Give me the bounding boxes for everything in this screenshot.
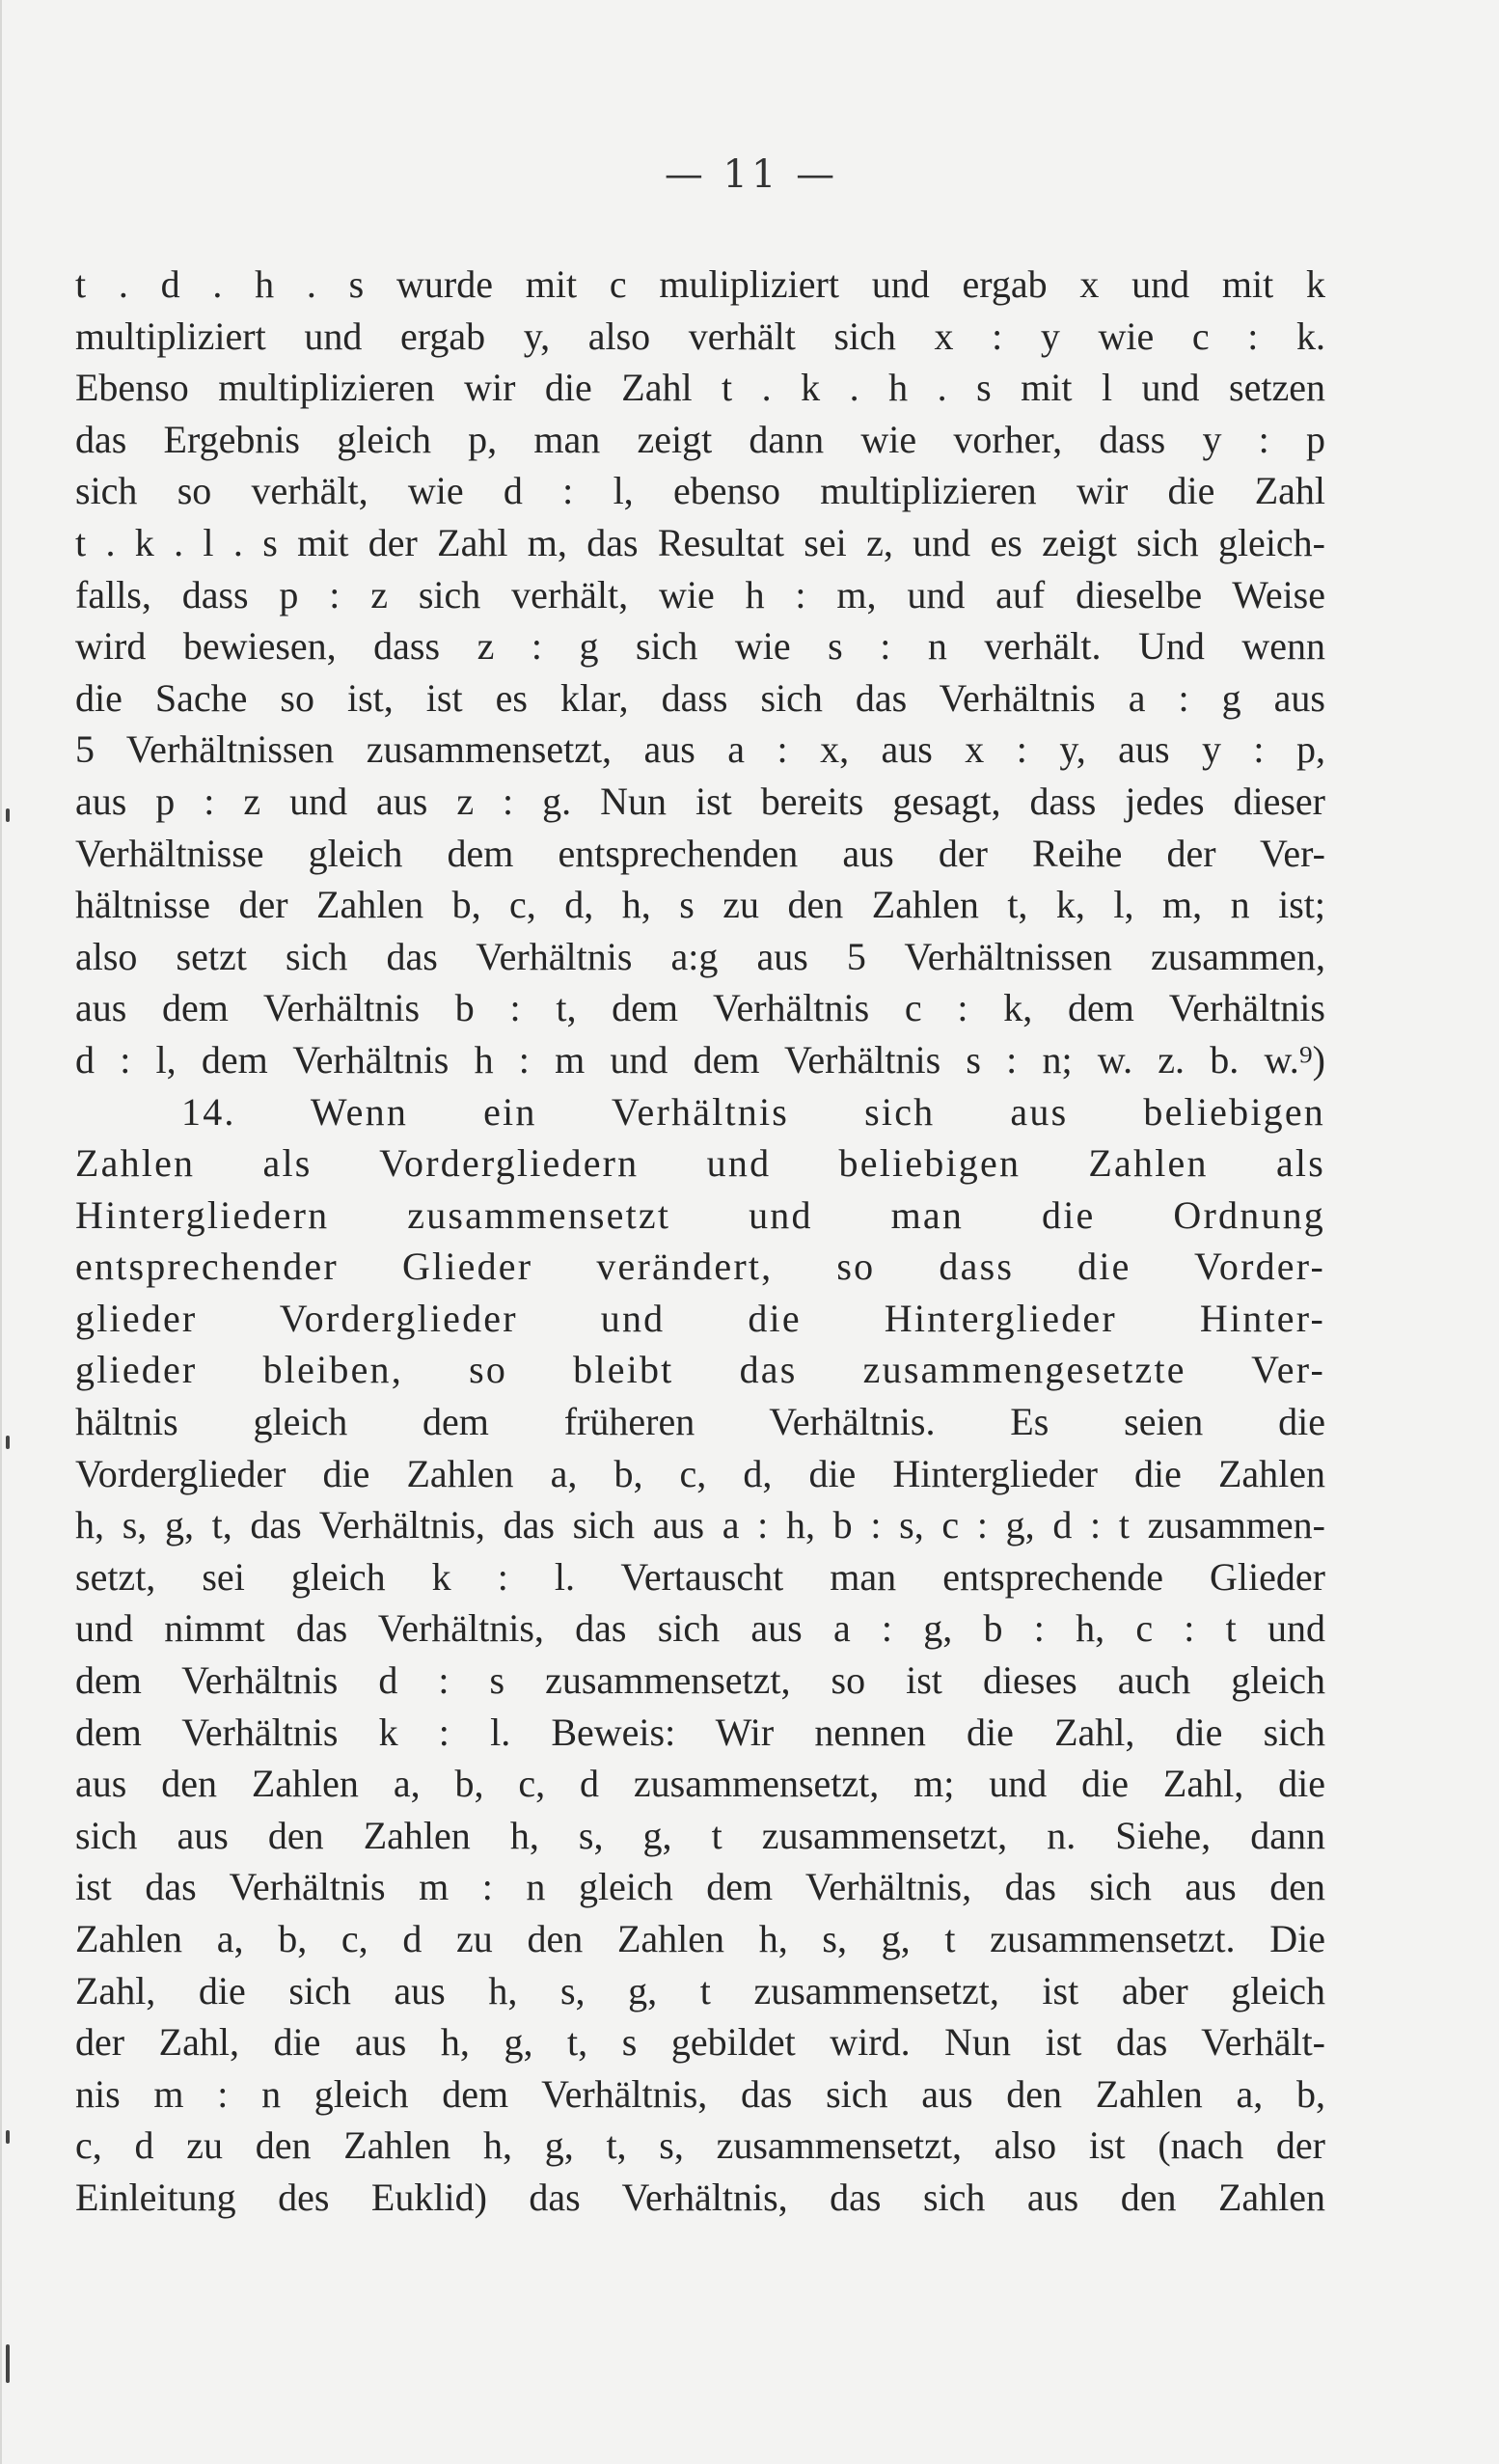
text-line: wird bewiesen, dass z : g sich wie s : n verhält. Und wenn xyxy=(75,624,1325,669)
text-line: c, d zu den Zahlen h, g, t, s, zusammensetzt, also ist (nach der xyxy=(75,2123,1325,2168)
text-line: dem Verhältnis d : s zusammensetzt, so ist dieses auch gleich xyxy=(75,1658,1325,1703)
text-line: 5 Verhältnissen zusammensetzt, aus a : x, aus x : y, aus y : p, xyxy=(75,727,1325,772)
text-line: der Zahl, die aus h, g, t, s gebildet wird. Nun ist das Verhält- xyxy=(75,2020,1325,2065)
margin-mark xyxy=(6,1436,10,1449)
text-line: Vorderglieder die Zahlen a, b, c, d, die Hinterglieder die Zahlen xyxy=(75,1451,1325,1495)
text-line: h, s, g, t, das Verhältnis, das sich aus a : h, b : s, c : g, d : t zusammen- xyxy=(75,1503,1325,1547)
text-line: aus dem Verhältnis b : t, dem Verhältnis c : k, dem Verhältnis xyxy=(75,986,1325,1030)
text-line: aus p : z und aus z : g. Nun ist bereits gesagt, dass jedes dieser xyxy=(75,779,1325,823)
text-line: setzt, sei gleich k : l. Vertauscht man entsprechende Glieder xyxy=(75,1554,1325,1599)
text-line: Verhältnisse gleich dem entsprechenden aus der Reihe der Ver- xyxy=(75,831,1325,875)
text-line: Einleitung des Euklid) das Verhältnis, das sich aus den Zahlen xyxy=(75,2175,1325,2219)
text-line: die Sache so ist, ist es klar, dass sich das Verhältnis a : g aus xyxy=(75,675,1325,720)
text-line: t . k . l . s mit der Zahl m, das Resultat sei z, und es zeigt sich gleich- xyxy=(75,520,1325,564)
text-line: d : l, dem Verhältnis h : m und dem Verhältnis s : n; w. z. b. w.⁹) xyxy=(75,1037,1325,1081)
text-line: Hintergliedern zusammensetzt und man die Ordnung xyxy=(75,1192,1325,1237)
page-number: — 11 — xyxy=(664,152,839,197)
margin-mark xyxy=(6,808,10,822)
text-line: also setzt sich das Verhältnis a:g aus 5 Verhältnissen zusammen, xyxy=(75,934,1325,978)
text-line: t . d . h . s wurde mit c mulipliziert und ergab x und mit k xyxy=(75,262,1325,306)
margin-mark xyxy=(6,2130,10,2144)
text-line: sich so verhält, wie d : l, ebenso multiplizieren wir die Zahl xyxy=(75,469,1325,513)
text-line: glieder bleiben, so bleibt das zusammengesetzte Ver- xyxy=(75,1348,1325,1392)
text-line: sich aus den Zahlen h, s, g, t zusammensetzt, n. Siehe, dann xyxy=(75,1813,1325,1857)
text-line: Zahlen a, b, c, d zu den Zahlen h, s, g, t zusammensetzt. Die xyxy=(75,1917,1325,1960)
text-line: nis m : n gleich dem Verhältnis, das sich aus den Zahlen a, b, xyxy=(75,2071,1325,2116)
text-line: und nimmt das Verhältnis, das sich aus a : g, b : h, c : t und xyxy=(75,1606,1325,1651)
text-line: entsprechender Glieder verändert, so dass die Vorder- xyxy=(75,1245,1325,1289)
text-line: hältnisse der Zahlen b, c, d, h, s zu den Zahlen t, k, l, m, n ist; xyxy=(75,883,1325,927)
margin-mark xyxy=(6,2344,10,2383)
text-line: dem Verhältnis k : l. Beweis: Wir nennen die Zahl, die sich xyxy=(75,1710,1325,1754)
text-line: Ebenso multiplizieren wir die Zahl t . k . h . s mit l und setzen xyxy=(75,366,1325,410)
text-line: 14. Wenn ein Verhältnis sich aus beliebigen xyxy=(181,1089,1325,1134)
text-line: falls, dass p : z sich verhält, wie h : m, und auf dieselbe Weise xyxy=(75,572,1325,616)
text-line: Zahlen als Vordergliedern und beliebigen Zahlen als xyxy=(75,1141,1325,1186)
text-line: hältnis gleich dem früheren Verhältnis. Es seien die xyxy=(75,1400,1325,1444)
body-text xyxy=(75,259,1325,2224)
text-line: aus den Zahlen a, b, c, d zusammensetzt, m; und die Zahl, die xyxy=(75,1762,1325,1806)
text-line: Zahl, die sich aus h, s, g, t zusammensetzt, ist aber gleich xyxy=(75,1968,1325,2012)
text-line: ist das Verhältnis m : n gleich dem Verhältnis, das sich aus den xyxy=(75,1865,1325,1909)
text-line: das Ergebnis gleich p, man zeigt dann wie vorher, dass y : p xyxy=(75,417,1325,461)
text-line: multipliziert und ergab y, also verhält sich x : y wie c : k. xyxy=(75,314,1325,358)
text-line: glieder Vorderglieder und die Hinterglieder Hinter- xyxy=(75,1296,1325,1340)
